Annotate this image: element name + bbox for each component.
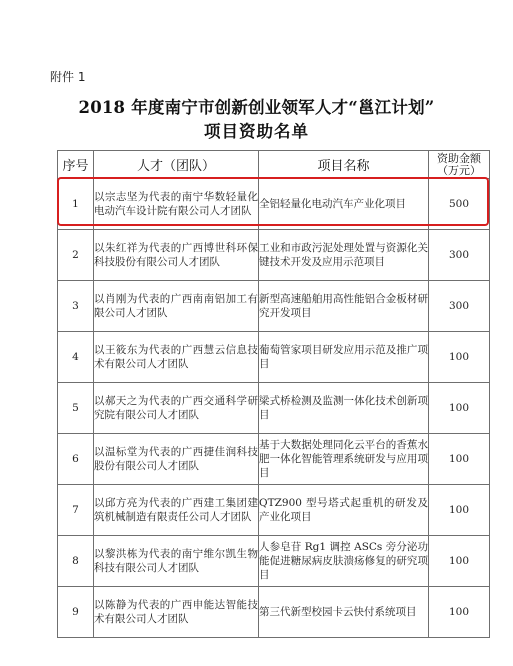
cell-talent: 以王筱东为代表的广西慧云信息技术有限公司人才团队	[94, 332, 259, 383]
cell-project: 葡萄管家项目研发应用示范及推广项目	[259, 332, 429, 383]
funding-table	[57, 150, 490, 638]
cell-amount: 100	[429, 587, 490, 638]
cell-talent: 以宗志坚为代表的南宁华数轻量化电动汽车设计院有限公司人才团队	[94, 179, 259, 230]
cell-project: 工业和市政污泥处理处置与资源化关键技术开发及应用示范项目	[259, 230, 429, 281]
table-row	[58, 485, 490, 536]
cell-talent: 以邱方亮为代表的广西建工集团建筑机械制造有限责任公司人才团队	[94, 485, 259, 536]
table-row	[58, 281, 490, 332]
cell-no: 6	[58, 434, 94, 485]
cell-amount: 300	[429, 230, 490, 281]
cell-amount: 100	[429, 434, 490, 485]
attachment-label: 附件 1	[50, 70, 86, 84]
cell-amount: 500	[429, 179, 490, 230]
cell-talent: 以陈静为代表的广西申能达智能技术有限公司人才团队	[94, 587, 259, 638]
column-header-no: 序号	[58, 151, 94, 179]
document-subtitle: 项目资助名单	[204, 122, 309, 141]
table-row	[58, 230, 490, 281]
cell-talent: 以郝天之为代表的广西交通科学研究院有限公司人才团队	[94, 383, 259, 434]
cell-project: 梁式桥检测及监测一体化技术创新项目	[259, 383, 429, 434]
column-header-talent: 人才（团队）	[94, 151, 259, 179]
cell-no: 1	[58, 179, 94, 230]
column-header-project: 项目名称	[259, 151, 429, 179]
document-title: 2018 年度南宁市创新创业领军人才“邕江计划”	[78, 98, 435, 117]
table-row	[58, 434, 490, 485]
cell-no: 9	[58, 587, 94, 638]
cell-amount: 100	[429, 485, 490, 536]
table-row	[58, 383, 490, 434]
cell-project: 第三代新型校园卡云快付系统项目	[259, 587, 429, 638]
cell-no: 8	[58, 536, 94, 587]
cell-amount: 300	[429, 281, 490, 332]
cell-project: 新型高速船舶用高性能铝合金板材研究开发项目	[259, 281, 429, 332]
table-header-row	[58, 151, 490, 179]
cell-amount: 100	[429, 332, 490, 383]
table-row	[58, 536, 490, 587]
table-row	[58, 332, 490, 383]
cell-project: 人参皂苷 Rg1 调控 ASCs 旁分泌功能促进糖尿病皮肤溃疡修复的研究项目	[259, 536, 429, 587]
cell-project: 基于大数据处理同化云平台的香蕉水肥一体化智能管理系统研发与应用项目	[259, 434, 429, 485]
cell-amount: 100	[429, 536, 490, 587]
cell-no: 7	[58, 485, 94, 536]
cell-talent: 以黎洪栋为代表的南宁维尔凯生物科技有限公司人才团队	[94, 536, 259, 587]
cell-no: 2	[58, 230, 94, 281]
table-row	[58, 179, 490, 230]
cell-no: 3	[58, 281, 94, 332]
cell-amount: 100	[429, 383, 490, 434]
cell-talent: 以肖刚为代表的广西南南铝加工有限公司人才团队	[94, 281, 259, 332]
cell-no: 5	[58, 383, 94, 434]
column-header-amount: 资助金额 （万元）	[429, 151, 490, 179]
cell-talent: 以温标堂为代表的广西捷佳润科技股份有限公司人才团队	[94, 434, 259, 485]
cell-talent: 以朱红祥为代表的广西博世科环保科技股份有限公司人才团队	[94, 230, 259, 281]
table-row	[58, 587, 490, 638]
cell-project: QTZ900 型号塔式起重机的研发及产业化项目	[259, 485, 429, 536]
cell-no: 4	[58, 332, 94, 383]
cell-project: 全铝轻量化电动汽车产业化项目	[259, 179, 429, 230]
